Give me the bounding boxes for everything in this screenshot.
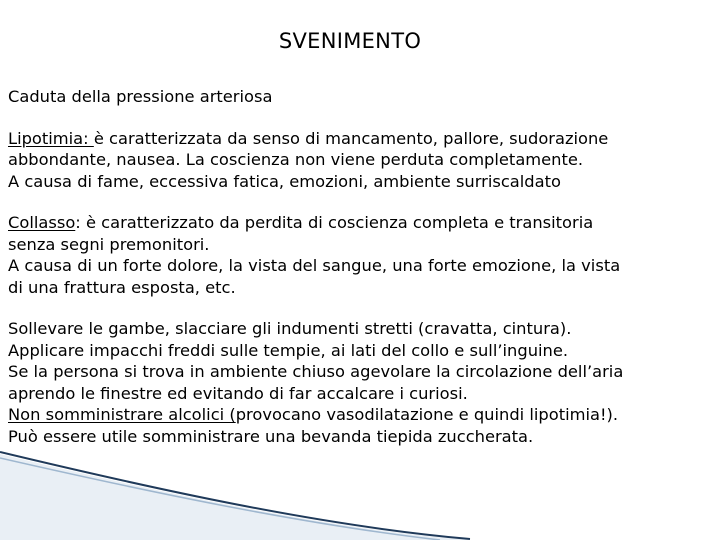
collasso-causes-2: di una frattura esposta, etc. (8, 277, 236, 297)
intervento-line-5 (8, 404, 708, 426)
subtitle-text: Caduta della pressione arteriosa (8, 87, 273, 106)
paragraph-lipotimia (8, 128, 708, 193)
intervento-line-4: aprendo le finestre ed evitando di far accalcare i curiosi. (8, 383, 468, 403)
warning-no-alcohol: Non somministrare alcolici ( (8, 405, 236, 424)
lipotimia-line-2: abbondante, nausea. La coscienza non viene perduta completamente. (8, 150, 584, 169)
corner-swoosh-decoration (0, 450, 720, 540)
warning-reason: provocano vasodilatazione e quindi lipotimia!). (235, 405, 619, 424)
paragraph-interventi (8, 318, 708, 447)
collasso-causes-1: A causa di un forte dolore, la vista del sangue, una forte emozione, la vista (8, 256, 621, 275)
paragraph-collasso (8, 212, 708, 298)
swoosh-light-band (0, 454, 470, 540)
lipotimia-definition: è caratterizzata da senso di mancamento, pallore, sudorazione (93, 128, 609, 148)
collasso-definition: : è caratterizzato da perdita di coscienza completa e transitoria (75, 213, 594, 232)
lipotimia-line-1 (8, 128, 708, 150)
intervento-line-1: Sollevare le gambe, slacciare gli indumenti stretti (cravatta, cintura). (8, 319, 572, 338)
collasso-line-2: senza segni premonitori. (8, 234, 210, 254)
intervento-line-3: Se la persona si trova in ambiente chiuso agevolare la circolazione dell’aria (8, 362, 624, 381)
lipotimia-causes: A causa di fame, eccessiva fatica, emozioni, ambiente surriscaldato (8, 171, 561, 191)
slide-title: SVENIMENTO (278, 29, 422, 53)
subtitle (8, 86, 708, 108)
slide-body (8, 86, 708, 447)
lipotimia-term: Lipotimia: (8, 128, 94, 148)
intervento-line-2: Applicare impacchi freddi sulle tempie, ai lati del collo e sull’inguine. (8, 340, 569, 360)
collasso-term: Collasso (8, 213, 76, 232)
collasso-line-1 (8, 212, 708, 234)
intervento-line-6: Può essere utile somministrare una bevanda tiepida zuccherata. (8, 426, 534, 446)
